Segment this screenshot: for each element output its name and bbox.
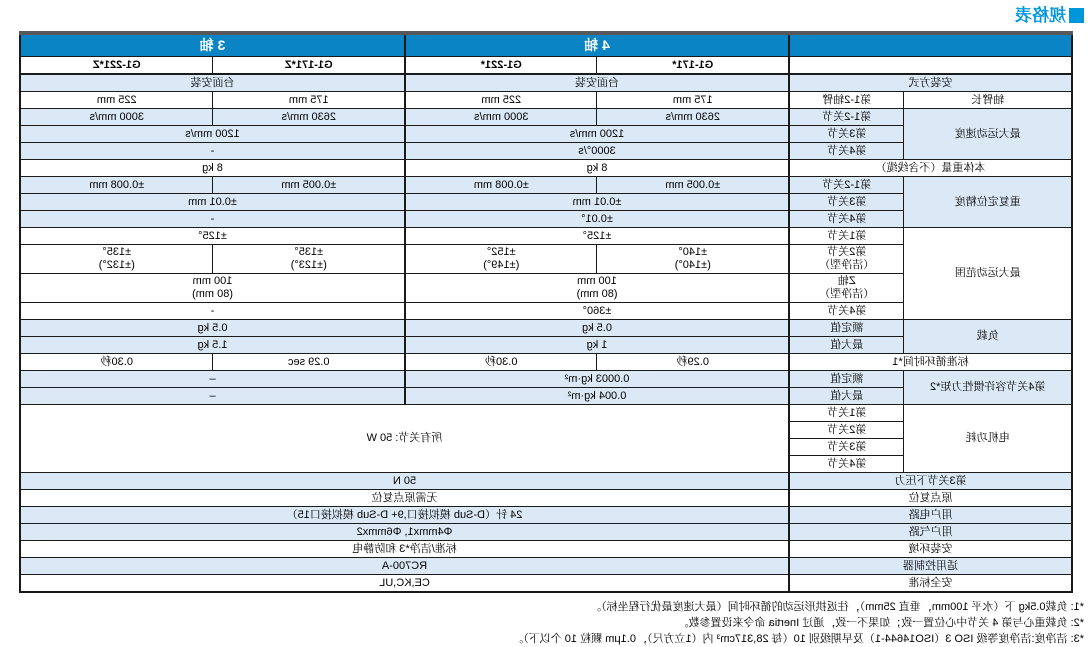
axis-header-row — [20, 33, 1072, 57]
cell: 3000 mm/s — [405, 109, 597, 126]
cell: 1 kg — [405, 337, 789, 354]
row-sublabel: Z轴 （洁净型） — [789, 274, 904, 303]
row-sublabel: 第1关节 — [789, 405, 904, 422]
table-row — [20, 473, 1072, 490]
cell: 225 mm — [20, 92, 213, 109]
spec-table-body — [20, 74, 1072, 592]
table-row — [20, 160, 1072, 177]
footnote-2: *2: 负载重心与第 4 关节中心位置一致；如果不一致，通过 Inertia 命令来设置参数。 — [677, 617, 1084, 629]
table-row — [20, 524, 1072, 541]
table-row — [20, 109, 1072, 126]
cell: 0.30秒 — [405, 354, 597, 371]
model-header-row — [20, 57, 1072, 75]
row-label: 用户气路 — [789, 524, 1072, 541]
row-sublabel: 最大值 — [789, 388, 904, 405]
row-sublabel: 第1关节 — [789, 228, 904, 245]
row-sublabel: 第4关节 — [789, 303, 904, 320]
axis-group-header: 3 轴 — [20, 33, 405, 57]
spec-table-head — [20, 33, 1072, 74]
cell: – — [20, 371, 405, 388]
model-header: G1-171* — [597, 57, 789, 75]
cell: 24 针（D-Sub 模拟接口,9+ D-Sub 模拟接口15） — [20, 507, 789, 524]
table-row — [20, 177, 1072, 194]
table-row — [20, 228, 1072, 245]
cell: 0.0003 kg·m² — [405, 371, 789, 388]
model-header: G1-221*Z — [20, 57, 213, 75]
cell: 台面安装 — [405, 74, 789, 92]
footnote-3: *3: 洁净度:洁净度等级 ISO 3（ISO14644-1）及早期级别 10（每 28,317cm³ 内（1立方尺），0.1μm 颗粒 10 个以下）。 — [512, 633, 1084, 645]
row-label: 最大运动速度 — [904, 109, 1072, 160]
cell: 8 kg — [20, 160, 405, 177]
table-row — [20, 74, 1072, 92]
row-sublabel: 第1-2关节 — [789, 109, 904, 126]
cell: - — [20, 211, 405, 228]
cell: 50 N — [20, 473, 789, 490]
cell: 175 mm — [213, 92, 405, 109]
cell: ±135° (±123°) — [213, 245, 405, 274]
cell: ±0.008 mm — [20, 177, 213, 194]
row-sublabel: 第1-2关节 — [789, 177, 904, 194]
spec-table — [19, 31, 1073, 593]
cell: 1200 mm/s — [20, 126, 405, 143]
cell: ±135° (±132°) — [20, 245, 213, 274]
cell: ±140° (±140°) — [597, 245, 789, 274]
cell: 0.004 kg·m² — [405, 388, 789, 405]
row-sublabel: 第3关节 — [789, 194, 904, 211]
cell: 100 mm (80 mm) — [20, 274, 405, 303]
table-row — [20, 558, 1072, 575]
row-label: 第4关节容许惯性力矩*2 — [904, 371, 1072, 405]
row-label: 安全标准 — [789, 575, 1072, 593]
table-row — [20, 354, 1072, 371]
footnotes — [0, 599, 1084, 647]
cell: 2630 mm/s — [597, 109, 789, 126]
table-row — [20, 575, 1072, 593]
cell: 3000°/s — [405, 143, 789, 160]
cell: 所有关节: 50 W — [20, 405, 789, 473]
row-label: 安装环境 — [789, 541, 1072, 558]
table-row — [20, 405, 1072, 422]
cell: 标准/洁净*3 和防静电 — [20, 541, 789, 558]
cell: 0.5 kg — [405, 320, 789, 337]
model-header: G1-221* — [405, 57, 597, 75]
cell: 0.29秒 — [597, 354, 789, 371]
cell: CE,KC,UL — [20, 575, 789, 593]
cell: ±0.008 mm — [405, 177, 597, 194]
cell: 8 kg — [405, 160, 789, 177]
row-sublabel: 第1-2轴臂 — [789, 92, 904, 109]
page-title-text: 规格表 — [1015, 6, 1066, 25]
row-sublabel: 第3关节 — [789, 126, 904, 143]
cell: - — [20, 303, 405, 320]
cell: 3000 mm/s — [20, 109, 213, 126]
cell: ±360° — [405, 303, 789, 320]
row-sublabel: 额定值 — [789, 371, 904, 388]
page-title — [0, 7, 1084, 24]
cell: ±125° — [405, 228, 789, 245]
row-label: 电机功耗 — [904, 405, 1072, 473]
row-sublabel: 第3关节 — [789, 439, 904, 456]
row-label: 标准循环时间*1 — [789, 354, 1072, 371]
row-label: 用户电路 — [789, 507, 1072, 524]
cell: - — [20, 143, 405, 160]
cell: 0.30秒 — [20, 354, 213, 371]
row-sublabel: 第2关节 （洁净型） — [789, 245, 904, 274]
cell: ±0.01° — [405, 211, 789, 228]
cell: 1200 mm/s — [405, 126, 789, 143]
row-label: 安装方式 — [789, 74, 1072, 92]
row-sublabel: 第4关节 — [789, 143, 904, 160]
mirrored-page — [0, 6, 1092, 645]
table-row — [20, 92, 1072, 109]
cell: ±0.01 mm — [405, 194, 789, 211]
row-label: 轴臂长 — [904, 92, 1072, 109]
table-row — [20, 490, 1072, 507]
cell: 0.5 kg — [20, 320, 405, 337]
footnote-1: *1: 负载0.5kg 下（水平 100mm，垂直 25mm），往返拱形运动的循环时间（最大速度最优行程坐标）。 — [590, 601, 1084, 613]
cell: ±0.005 mm — [597, 177, 789, 194]
row-sublabel: 额定值 — [789, 320, 904, 337]
row-label: 最大运动范围 — [904, 228, 1072, 320]
cell: 2630 mm/s — [213, 109, 405, 126]
model-header: G1-171*Z — [213, 57, 405, 75]
cell: 无需原点复位 — [20, 490, 789, 507]
row-sublabel: 第4关节 — [789, 211, 904, 228]
cell: Φ4mmx1, Φ6mmx2 — [20, 524, 789, 541]
cell: RC700-A — [20, 558, 789, 575]
row-label: 本体重量（不含线缆） — [789, 160, 1072, 177]
table-row — [20, 320, 1072, 337]
cell: 100 mm (80 mm) — [405, 274, 789, 303]
cell: 1.5 kg — [20, 337, 405, 354]
cell: ±0.01 mm — [20, 194, 405, 211]
cell: 0.29 sec — [213, 354, 405, 371]
cell: ±125° — [20, 228, 405, 245]
table-row — [20, 541, 1072, 558]
row-label: 第3关节下压力 — [789, 473, 1072, 490]
row-sublabel: 第2关节 — [789, 422, 904, 439]
cell: 台面安装 — [20, 74, 405, 92]
cell: ±0.005 mm — [213, 177, 405, 194]
cell: ±152° (±149°) — [405, 245, 597, 274]
row-label: 重复定位精度 — [904, 177, 1072, 228]
blue-square-icon — [1069, 8, 1084, 23]
cell: 175 mm — [597, 92, 789, 109]
cell: 225 mm — [405, 92, 597, 109]
blank-model-cell — [789, 57, 1072, 75]
corner-cell — [789, 33, 1072, 57]
row-label: 原点复位 — [789, 490, 1072, 507]
cell: – — [20, 388, 405, 405]
table-row — [20, 507, 1072, 524]
axis-group-header: 4 轴 — [405, 33, 789, 57]
row-label: 负载 — [904, 320, 1072, 354]
row-label: 适用控制器 — [789, 558, 1072, 575]
row-sublabel: 最大值 — [789, 337, 904, 354]
table-row — [20, 371, 1072, 388]
row-sublabel: 第4关节 — [789, 456, 904, 473]
